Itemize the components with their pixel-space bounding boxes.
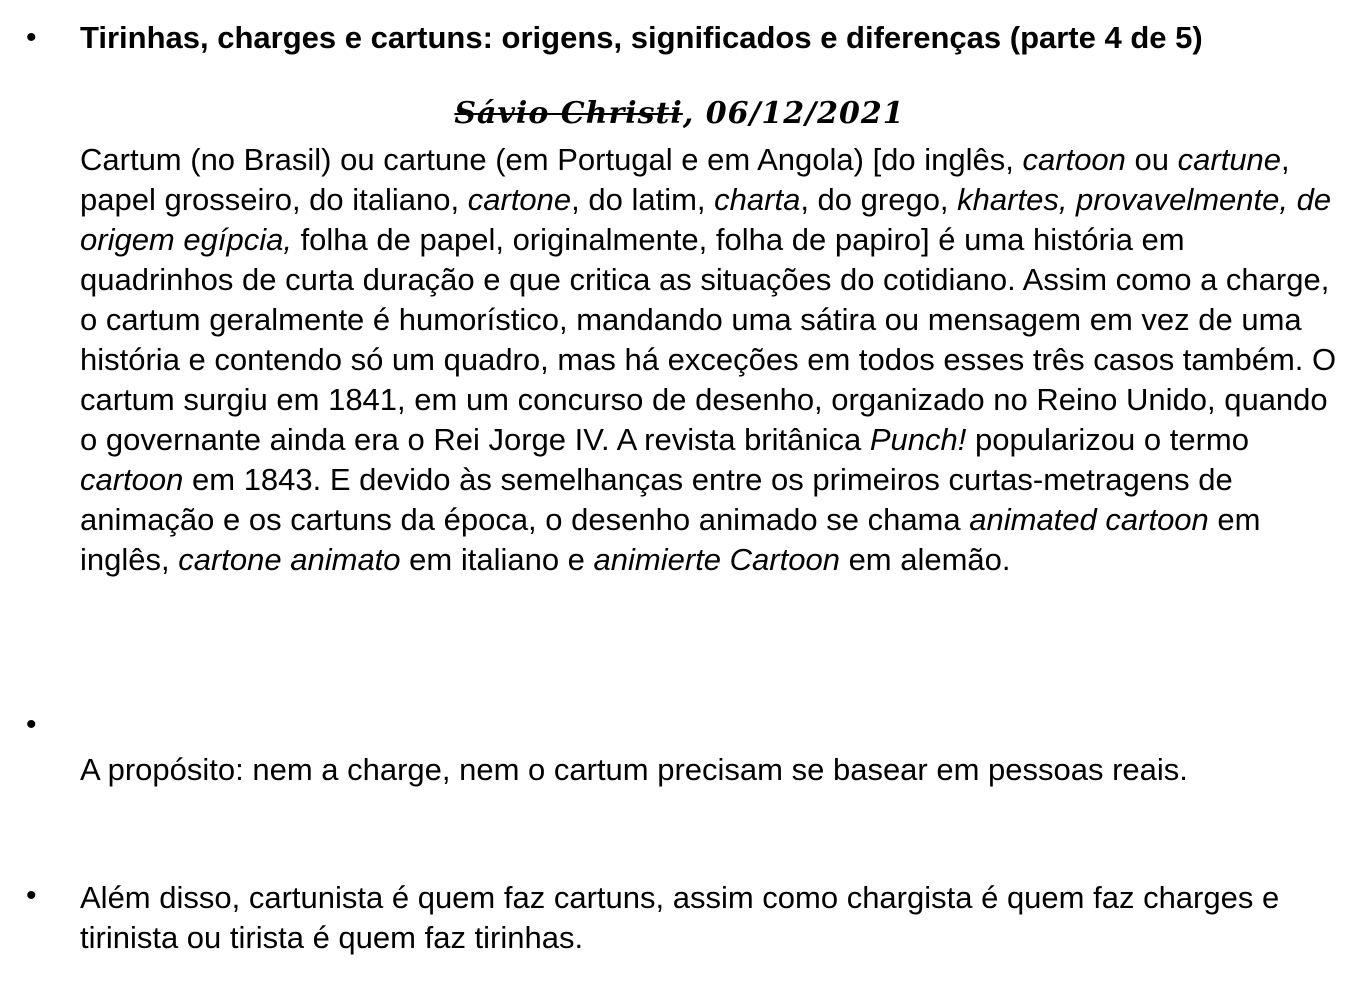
bullet-2: •	[26, 708, 37, 741]
paragraph-alem-disso: Além disso, cartunista é quem faz cartuns, assim como chargista é quem faz charges e tirinista ou tirista é quem faz tirinhas.	[80, 880, 1280, 955]
text-run: folha de papel, originalmente, folha de papiro] é uma história em quadrinhos de curta duração e que critica as situações do cotidiano. Assim como a charge, o cartum geralmente é humorístico, mandando uma sátira ou mensagem em vez de uma história e contendo só um quadro, mas há exceções em todos esses três casos também. O cartum surgiu em 1841, em um concurso de desenho, organizado no Reino Unido, quando o governante ainda era o Rei Jorge IV. A revista britânica	[80, 222, 1337, 457]
byline	[0, 96, 1359, 132]
italic-term: Punch!	[869, 422, 967, 457]
paragraph-proposito: A propósito: nem a charge, nem o cartum precisam se basear em pessoas reais.	[80, 752, 1188, 787]
italic-term: cartune	[1177, 142, 1282, 177]
bullet-title: •	[26, 21, 37, 54]
italic-term: khartes, provavelmente, de origem egípcia,	[80, 182, 1332, 257]
italic-term: cartoon	[80, 462, 184, 497]
italic-term: animated cartoon	[969, 502, 1209, 537]
text-run: , papel grosseiro, do italiano,	[80, 142, 1290, 217]
paragraph-cartum	[80, 140, 1342, 580]
byline-separator: ,	[682, 96, 706, 131]
text-run: ou	[1125, 142, 1178, 177]
italic-term: cartone	[467, 182, 572, 217]
byline-date: 06/12/2021	[705, 96, 905, 131]
text-run: popularizou o termo	[966, 422, 1249, 457]
text-run: em inglês,	[80, 502, 1261, 577]
text-run: em alemão.	[839, 542, 1011, 577]
text-run: , do grego,	[800, 182, 958, 217]
text-run: Cartum (no Brasil) ou cartune (em Portugal e em Angola) [do inglês,	[80, 142, 1023, 177]
italic-term: cartone animato	[178, 542, 401, 577]
slide-title: Tirinhas, charges e cartuns: origens, significados e diferenças (parte 4 de 5)	[80, 20, 1203, 55]
italic-term: animierte Cartoon	[593, 542, 840, 577]
author-name: Sávio Christi	[454, 96, 683, 131]
text-run: , do latim,	[571, 182, 715, 217]
text-run: em 1843. E devido às semelhanças entre os primeiros curtas-metragens de animação e os cartuns da época, o desenho animado se chama	[80, 462, 1233, 537]
text-run: em italiano e	[400, 542, 594, 577]
italic-term: cartoon	[1022, 142, 1126, 177]
italic-term: charta	[714, 182, 801, 217]
bullet-3: •	[26, 879, 37, 912]
